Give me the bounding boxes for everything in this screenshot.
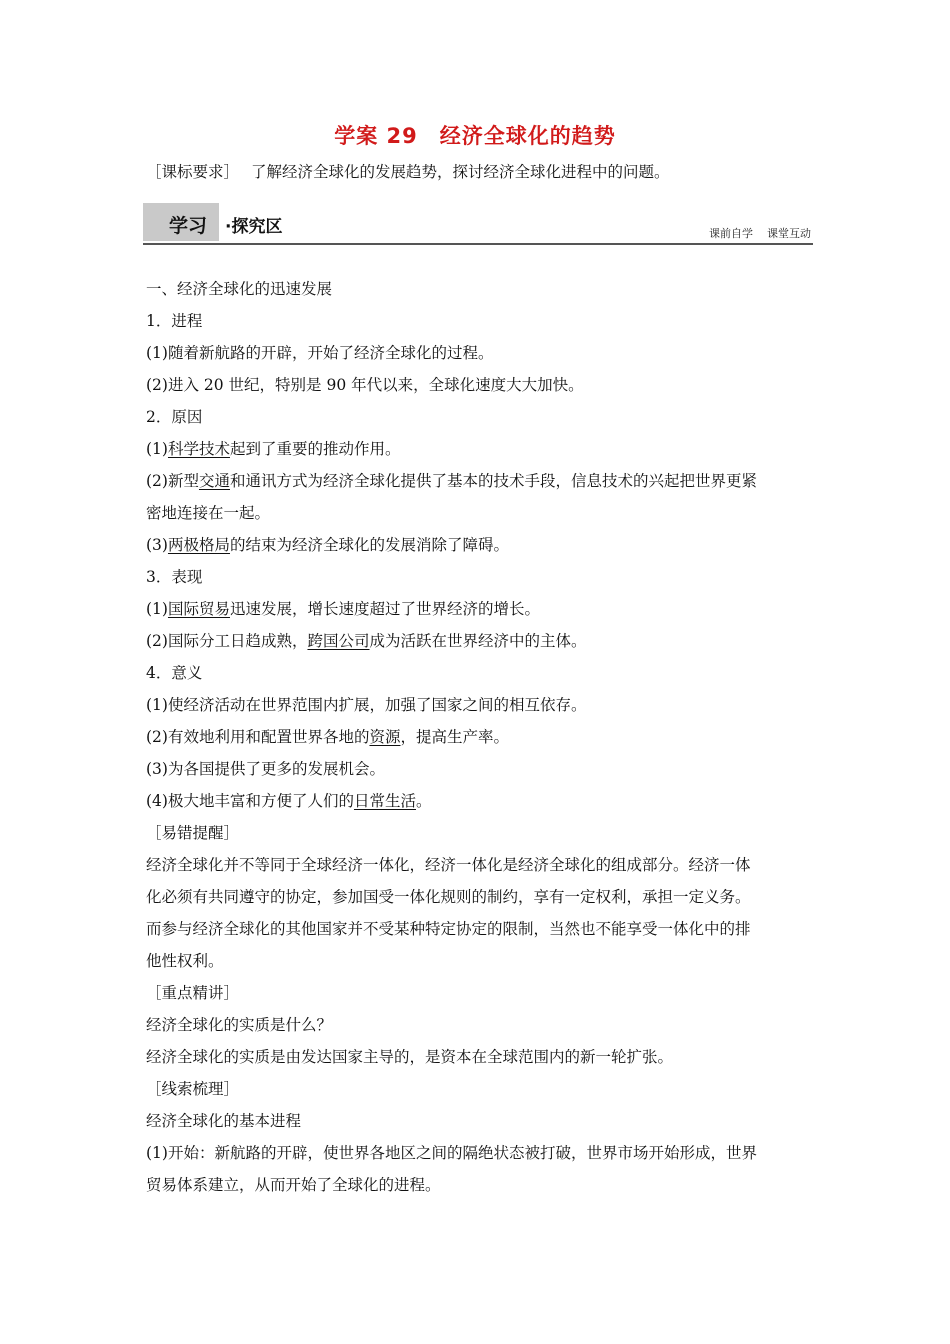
item-prefix: (2)有效地利用和配置世界各地的	[146, 728, 370, 746]
point-item: (1)使经济活动在世界范围内扩展，加强了国家之间的相互依存。	[146, 696, 587, 714]
point-item	[146, 529, 810, 561]
lesson-title: 经济全球化的趋势	[439, 124, 616, 148]
item-prefix: (1)	[146, 600, 168, 618]
item-prefix: (4)极大地丰富和方便了人们的	[146, 792, 354, 810]
item-suffix: 和通讯方式为经济全球化提供了基本的技术手段，信息技术的兴起把世界更紧	[229, 472, 757, 490]
requirement-text: 了解经济全球化的发展趋势，探讨经济全球化进程中的问题。	[251, 163, 670, 181]
banner-tag-preview: 课前自学	[709, 227, 753, 240]
page-title	[0, 120, 950, 150]
point-item	[146, 721, 810, 753]
item-suffix: 迅速发展，增长速度超过了世界经济的增长。	[229, 600, 540, 618]
keyword-blank: 两极格局	[167, 536, 230, 554]
point-item-continuation: 密地连接在一起。	[146, 504, 271, 522]
banner-sub-label: ·探究区	[225, 217, 283, 237]
point-title: 2．原因	[146, 408, 203, 426]
tip-line: 而参与经济全球化的其他国家并不受某种特定协定的限制，当然也不能享受一体化中的排	[146, 920, 751, 938]
tip-line: 经济全球化并不等同于全球经济一体化，经济一体化是经济全球化的组成部分。经济一体	[146, 856, 751, 874]
item-prefix: (2)新型	[146, 472, 199, 490]
focus-label: ［重点精讲］	[146, 984, 240, 1002]
point-title: 1．进程	[146, 312, 203, 330]
point-title: 3．表现	[146, 568, 203, 586]
item-prefix: (2)国际分工日趋成熟，	[146, 632, 308, 650]
clue-line: 贸易体系建立，从而开始了全球化的进程。	[146, 1176, 441, 1194]
item-suffix: 的结束为经济全球化的发展消除了障碍。	[229, 536, 509, 554]
point-item: (2)进入 20 世纪，特别是 90 年代以来，全球化速度大大加快。	[146, 376, 584, 394]
banner-tags	[709, 225, 811, 241]
point-item: (3)为各国提供了更多的发展机会。	[146, 760, 385, 778]
tip-line: 他性权利。	[146, 952, 224, 970]
point-item: (1)随着新航路的开辟，开始了经济全球化的过程。	[146, 344, 494, 362]
banner-tag-classroom: 课堂互动	[767, 227, 811, 240]
item-suffix: 起到了重要的推动作用。	[229, 440, 401, 458]
banner-main-label: 学习	[169, 215, 208, 237]
banner-rule	[143, 243, 813, 245]
tip-label: ［易错提醒］	[146, 824, 240, 842]
point-item	[146, 625, 810, 657]
keyword-blank: 跨国公司	[307, 632, 370, 650]
clue-line: (1)开始：新航路的开辟，使世界各地区之间的隔绝状态被打破，世界市场开始形成，世界	[146, 1144, 757, 1162]
clue-label: ［线索梳理］	[146, 1080, 240, 1098]
requirement-label: ［课标要求］	[146, 163, 240, 181]
lesson-number: 学案 29	[334, 124, 418, 148]
point-item	[146, 433, 810, 465]
focus-question: 经济全球化的实质是什么？	[146, 1016, 333, 1034]
item-suffix: 成为活跃在世界经济中的主体。	[369, 632, 587, 650]
focus-answer: 经济全球化的实质是由发达国家主导的，是资本在全球范围内的新一轮扩张。	[146, 1048, 674, 1066]
point-item	[146, 785, 810, 817]
section-banner	[143, 203, 813, 245]
item-suffix: 。	[415, 792, 432, 810]
point-item	[146, 465, 810, 497]
clue-title: 经济全球化的基本进程	[146, 1112, 302, 1130]
section-heading: 一、经济全球化的迅速发展	[146, 280, 333, 298]
point-item	[146, 593, 810, 625]
item-prefix: (3)	[146, 536, 168, 554]
keyword-blank: 国际贸易	[167, 600, 230, 618]
keyword-blank: 资源	[369, 728, 401, 746]
keyword-blank: 科学技术	[167, 440, 230, 458]
keyword-blank: 日常生活	[353, 792, 416, 810]
point-title: 4．意义	[146, 664, 203, 682]
tip-line: 化必须有共同遵守的协定，参加国受一体化规则的制约，享有一定权利，承担一定义务。	[146, 888, 751, 906]
item-prefix: (1)	[146, 440, 168, 458]
curriculum-requirement	[146, 160, 670, 184]
keyword-blank: 交通	[198, 472, 230, 490]
item-suffix: ，提高生产率。	[400, 728, 509, 746]
main-content	[146, 273, 810, 1201]
